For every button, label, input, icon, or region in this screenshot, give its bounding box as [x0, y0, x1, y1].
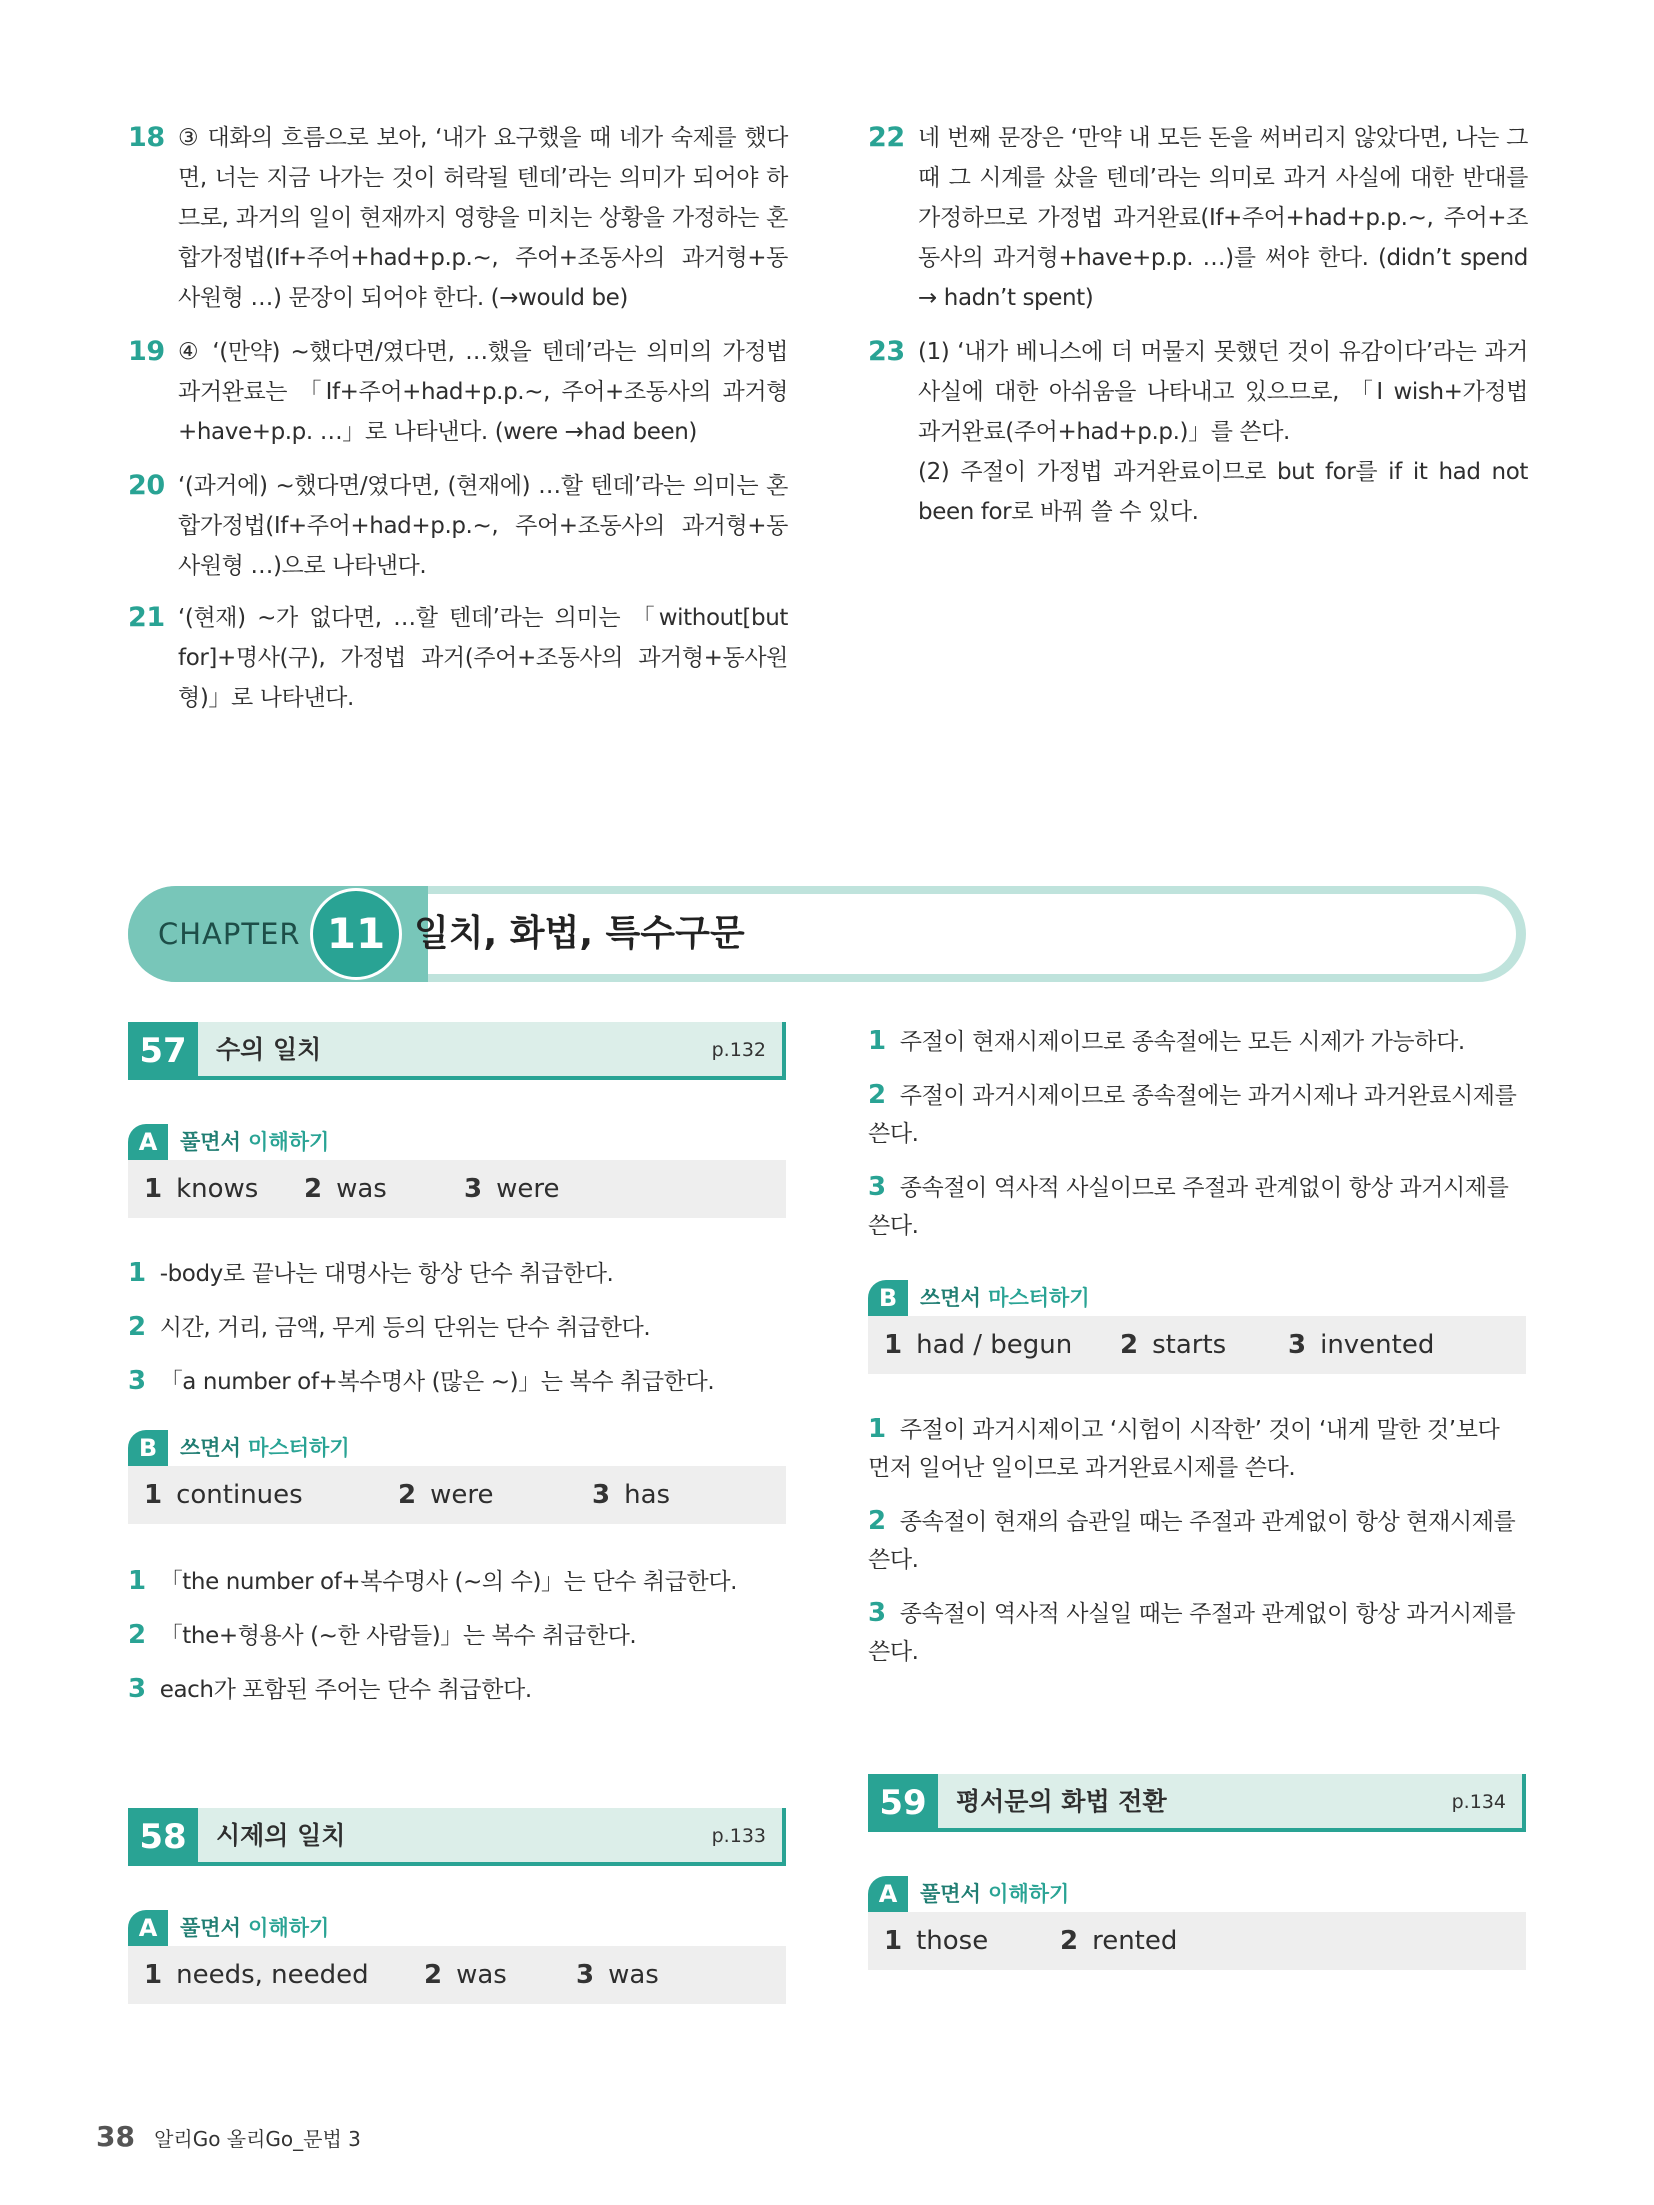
section-title: 시제의 일치: [216, 1821, 346, 1850]
item-number: 23: [868, 336, 905, 367]
answer-value: knows: [176, 1174, 259, 1204]
expl-text: 「the+형용사 (~한 사람들)」는 복수 취급한다.: [159, 1623, 637, 1649]
answer-value: starts: [1152, 1330, 1227, 1360]
item-number: 22: [868, 122, 905, 153]
item-text: ③ 대화의 흐름으로 보아, ‘내가 요구했을 때 네가 숙제를 했다면, 너는 지금 나가는 것이 허락될 텐데’라는 의미가 되어야 하므로, 과거의 일이 현재까지 영향을 미치는 상황을 가정하는 혼합가정법(If+주어+had+p.p.~, 주어+조동사의 과거형+동사원형 …) 문장이 되어야 한다. (→would be): [178, 125, 788, 311]
sub-badge-b: B: [128, 1430, 168, 1466]
answer-value: was: [456, 1960, 507, 1990]
explanation-line: [868, 1022, 1528, 1061]
item-text: ‘(과거에) ~했다면/였다면, (현재에) …할 텐데’라는 의미는 혼합가정법(If+주어+had+p.p.~, 주어+조동사의 과거형+동사원형 …)으로 나타낸다.: [178, 473, 788, 579]
footer: [96, 2120, 361, 2160]
expl-number: 1: [128, 1258, 146, 1288]
sub-badge-a: A: [868, 1876, 908, 1912]
sub-title: [920, 1876, 1069, 1912]
item-number: 20: [128, 470, 165, 501]
answer-number: 1: [144, 1174, 163, 1204]
item-number: 19: [128, 336, 165, 367]
expl-number: 1: [868, 1414, 886, 1444]
explanation-line: [128, 1616, 788, 1655]
expl-text: -body로 끝나는 대명사는 항상 단수 취급한다.: [159, 1261, 614, 1287]
answer-number: 3: [576, 1960, 595, 1990]
answer-value: were: [430, 1480, 494, 1510]
answer-value: those: [916, 1926, 989, 1956]
section-59-header: [868, 1774, 1526, 1832]
expl-text: 「a number of+복수명사 (많은 ~)」는 복수 취급한다.: [159, 1369, 715, 1395]
answer-value: rented: [1092, 1926, 1178, 1956]
answer-value: invented: [1320, 1330, 1435, 1360]
section-number: 58: [128, 1808, 198, 1866]
answer-number: 2: [304, 1174, 323, 1204]
answer-number: 1: [884, 1926, 903, 1956]
section-57-b-label: [128, 1430, 528, 1466]
expl-text: 종속절이 역사적 사실이므로 주절과 관계없이 항상 과거시제를 쓴다.: [868, 1175, 1509, 1239]
item-20: [128, 466, 788, 586]
item-number: 18: [128, 122, 165, 153]
sub-title: [180, 1910, 329, 1946]
explanation-line: [128, 1670, 788, 1709]
answer-value: was: [336, 1174, 387, 1204]
answer-number: 1: [884, 1330, 903, 1360]
item-19: [128, 332, 788, 452]
item-number: 21: [128, 602, 165, 633]
expl-number: 3: [128, 1366, 146, 1396]
item-text: ‘(현재) ~가 없다면, …할 텐데’라는 의미는 「without[but for]+명사(구), 가정법 과거(주어+조동사의 과거형+동사원형)」로 나타낸다.: [178, 605, 788, 711]
answer-number: 2: [424, 1960, 443, 1990]
section-page-ref: p.133: [711, 1825, 766, 1847]
chapter-banner: [128, 886, 1526, 982]
answer-number: 3: [1288, 1330, 1307, 1360]
answer-value: has: [624, 1480, 671, 1510]
item-text: 네 번째 문장은 ‘만약 내 모든 돈을 써버리지 않았다면, 나는 그때 그 시계를 샀을 텐데’라는 의미로 과거 사실에 대한 반대를 가정하므로 가정법 과거완료(If+주어+had+p.p.~, 주어+조동사의 과거형+have+p.p. …)를 써야 한다. (didn’t spend → hadn’t spent): [918, 125, 1528, 311]
expl-number: 2: [868, 1080, 886, 1110]
sub-title-2: 마스터하기: [988, 1286, 1090, 1310]
explanation-line: [868, 1076, 1528, 1153]
page-number: 38: [96, 2120, 135, 2153]
answer-number: 3: [464, 1174, 483, 1204]
answer-value: needs, needed: [176, 1960, 369, 1990]
answer-value: had / begun: [916, 1330, 1073, 1360]
expl-text: 주절이 과거시제이므로 종속절에는 과거시제나 과거완료시제를 쓴다.: [868, 1083, 1517, 1147]
sub-title-1: 풀면서: [920, 1882, 981, 1906]
sub-title-2: 이해하기: [988, 1882, 1070, 1906]
item-text-2: (2) 주절이 가정법 과거완료이므로 but for를 if it had not been for로 바꿔 쓸 수 있다.: [918, 459, 1528, 525]
expl-number: 2: [128, 1620, 146, 1650]
sub-title-2: 마스터하기: [248, 1436, 350, 1460]
explanation-line: [868, 1594, 1528, 1671]
expl-text: 종속절이 현재의 습관일 때는 주절과 관계없이 항상 현재시제를 쓴다.: [868, 1509, 1516, 1573]
section-57-b-answers: [128, 1466, 786, 1524]
explanation-line: [128, 1562, 788, 1601]
expl-text: 주절이 현재시제이므로 종속절에는 모든 시제가 가능하다.: [899, 1029, 1465, 1055]
item-text: ④ ‘(만약) ~했다면/였다면, …했을 텐데’라는 의미의 가정법 과거완료는 「If+주어+had+p.p.~, 주어+조동사의 과거형+have+p.p. …」로 나타낸다. (were →had been): [178, 339, 788, 445]
sub-title: [180, 1430, 350, 1466]
section-58-a-answers: [128, 1946, 786, 2004]
section-page-ref: p.134: [1451, 1791, 1506, 1813]
expl-number: 3: [128, 1674, 146, 1704]
section-59-a-answers: [868, 1912, 1526, 1970]
chapter-number: 11: [326, 909, 386, 958]
sub-title: [920, 1280, 1090, 1316]
expl-text: each가 포함된 주어는 단수 취급한다.: [159, 1677, 532, 1703]
item-18: [128, 118, 788, 318]
item-22: [868, 118, 1528, 318]
answer-value: was: [608, 1960, 659, 1990]
section-57-a-label: [128, 1124, 528, 1160]
answer-number: 3: [592, 1480, 611, 1510]
section-59-a-label: [868, 1876, 1268, 1912]
answer-value: were: [496, 1174, 560, 1204]
answer-number: 2: [1060, 1926, 1079, 1956]
section-number: 59: [868, 1774, 938, 1832]
sub-badge-b: B: [868, 1280, 908, 1316]
expl-number: 1: [128, 1566, 146, 1596]
section-title: 수의 일치: [216, 1035, 322, 1064]
explanation-line: [128, 1308, 788, 1347]
answer-number: 1: [144, 1480, 163, 1510]
expl-number: 2: [868, 1506, 886, 1536]
chapter-title: 일치, 화법, 특수구문: [414, 913, 745, 954]
sub-title-2: 이해하기: [248, 1916, 330, 1940]
explanation-line: [128, 1254, 788, 1293]
explanation-line: [868, 1502, 1528, 1579]
item-text: (1) ‘내가 베니스에 더 머물지 못했던 것이 유감이다’라는 과거 사실에 대한 아쉬움을 나타내고 있으므로, 「I wish+가정법 과거완료(주어+had+p.p.)」를 쓴다.: [918, 339, 1528, 445]
sub-title-1: 풀면서: [180, 1916, 241, 1940]
sub-badge-a: A: [128, 1910, 168, 1946]
section-page-ref: p.132: [711, 1039, 766, 1061]
answer-value: continues: [176, 1480, 303, 1510]
section-58-b-answers: [868, 1316, 1526, 1374]
expl-text: 시간, 거리, 금액, 무게 등의 단위는 단수 취급한다.: [159, 1315, 651, 1341]
item-21: [128, 598, 788, 718]
sub-title-1: 쓰면서: [180, 1436, 241, 1460]
sub-title-1: 풀면서: [180, 1130, 241, 1154]
sub-title-2: 이해하기: [248, 1130, 330, 1154]
answer-number: 2: [398, 1480, 417, 1510]
sub-title: [180, 1124, 329, 1160]
expl-number: 3: [868, 1172, 886, 1202]
item-23: [868, 332, 1528, 532]
expl-text: 종속절이 역사적 사실일 때는 주절과 관계없이 항상 과거시제를 쓴다.: [868, 1601, 1516, 1665]
expl-number: 3: [868, 1598, 886, 1628]
section-57-a-answers: [128, 1160, 786, 1218]
section-58-b-label: [868, 1280, 1268, 1316]
expl-number: 2: [128, 1312, 146, 1342]
section-title: 평서문의 화법 전환: [956, 1787, 1167, 1816]
answer-number: 1: [144, 1960, 163, 1990]
explanation-line: [868, 1410, 1528, 1487]
expl-number: 1: [868, 1026, 886, 1056]
section-58-a-label: [128, 1910, 528, 1946]
chapter-label: CHAPTER: [158, 917, 301, 951]
book-title: 알리Go 올리Go_문법 3: [154, 2127, 361, 2151]
section-number: 57: [128, 1022, 198, 1080]
section-58-header: [128, 1808, 786, 1866]
section-57-header: [128, 1022, 786, 1080]
explanation-line: [868, 1168, 1528, 1245]
sub-badge-a: A: [128, 1124, 168, 1160]
explanation-line: [128, 1362, 788, 1401]
answer-number: 2: [1120, 1330, 1139, 1360]
expl-text: 「the number of+복수명사 (~의 수)」는 단수 취급한다.: [159, 1569, 738, 1595]
expl-text: 주절이 과거시제이고 ‘시험이 시작한’ 것이 ‘내게 말한 것’보다 먼저 일어난 일이므로 과거완료시제를 쓴다.: [868, 1417, 1500, 1481]
sub-title-1: 쓰면서: [920, 1286, 981, 1310]
